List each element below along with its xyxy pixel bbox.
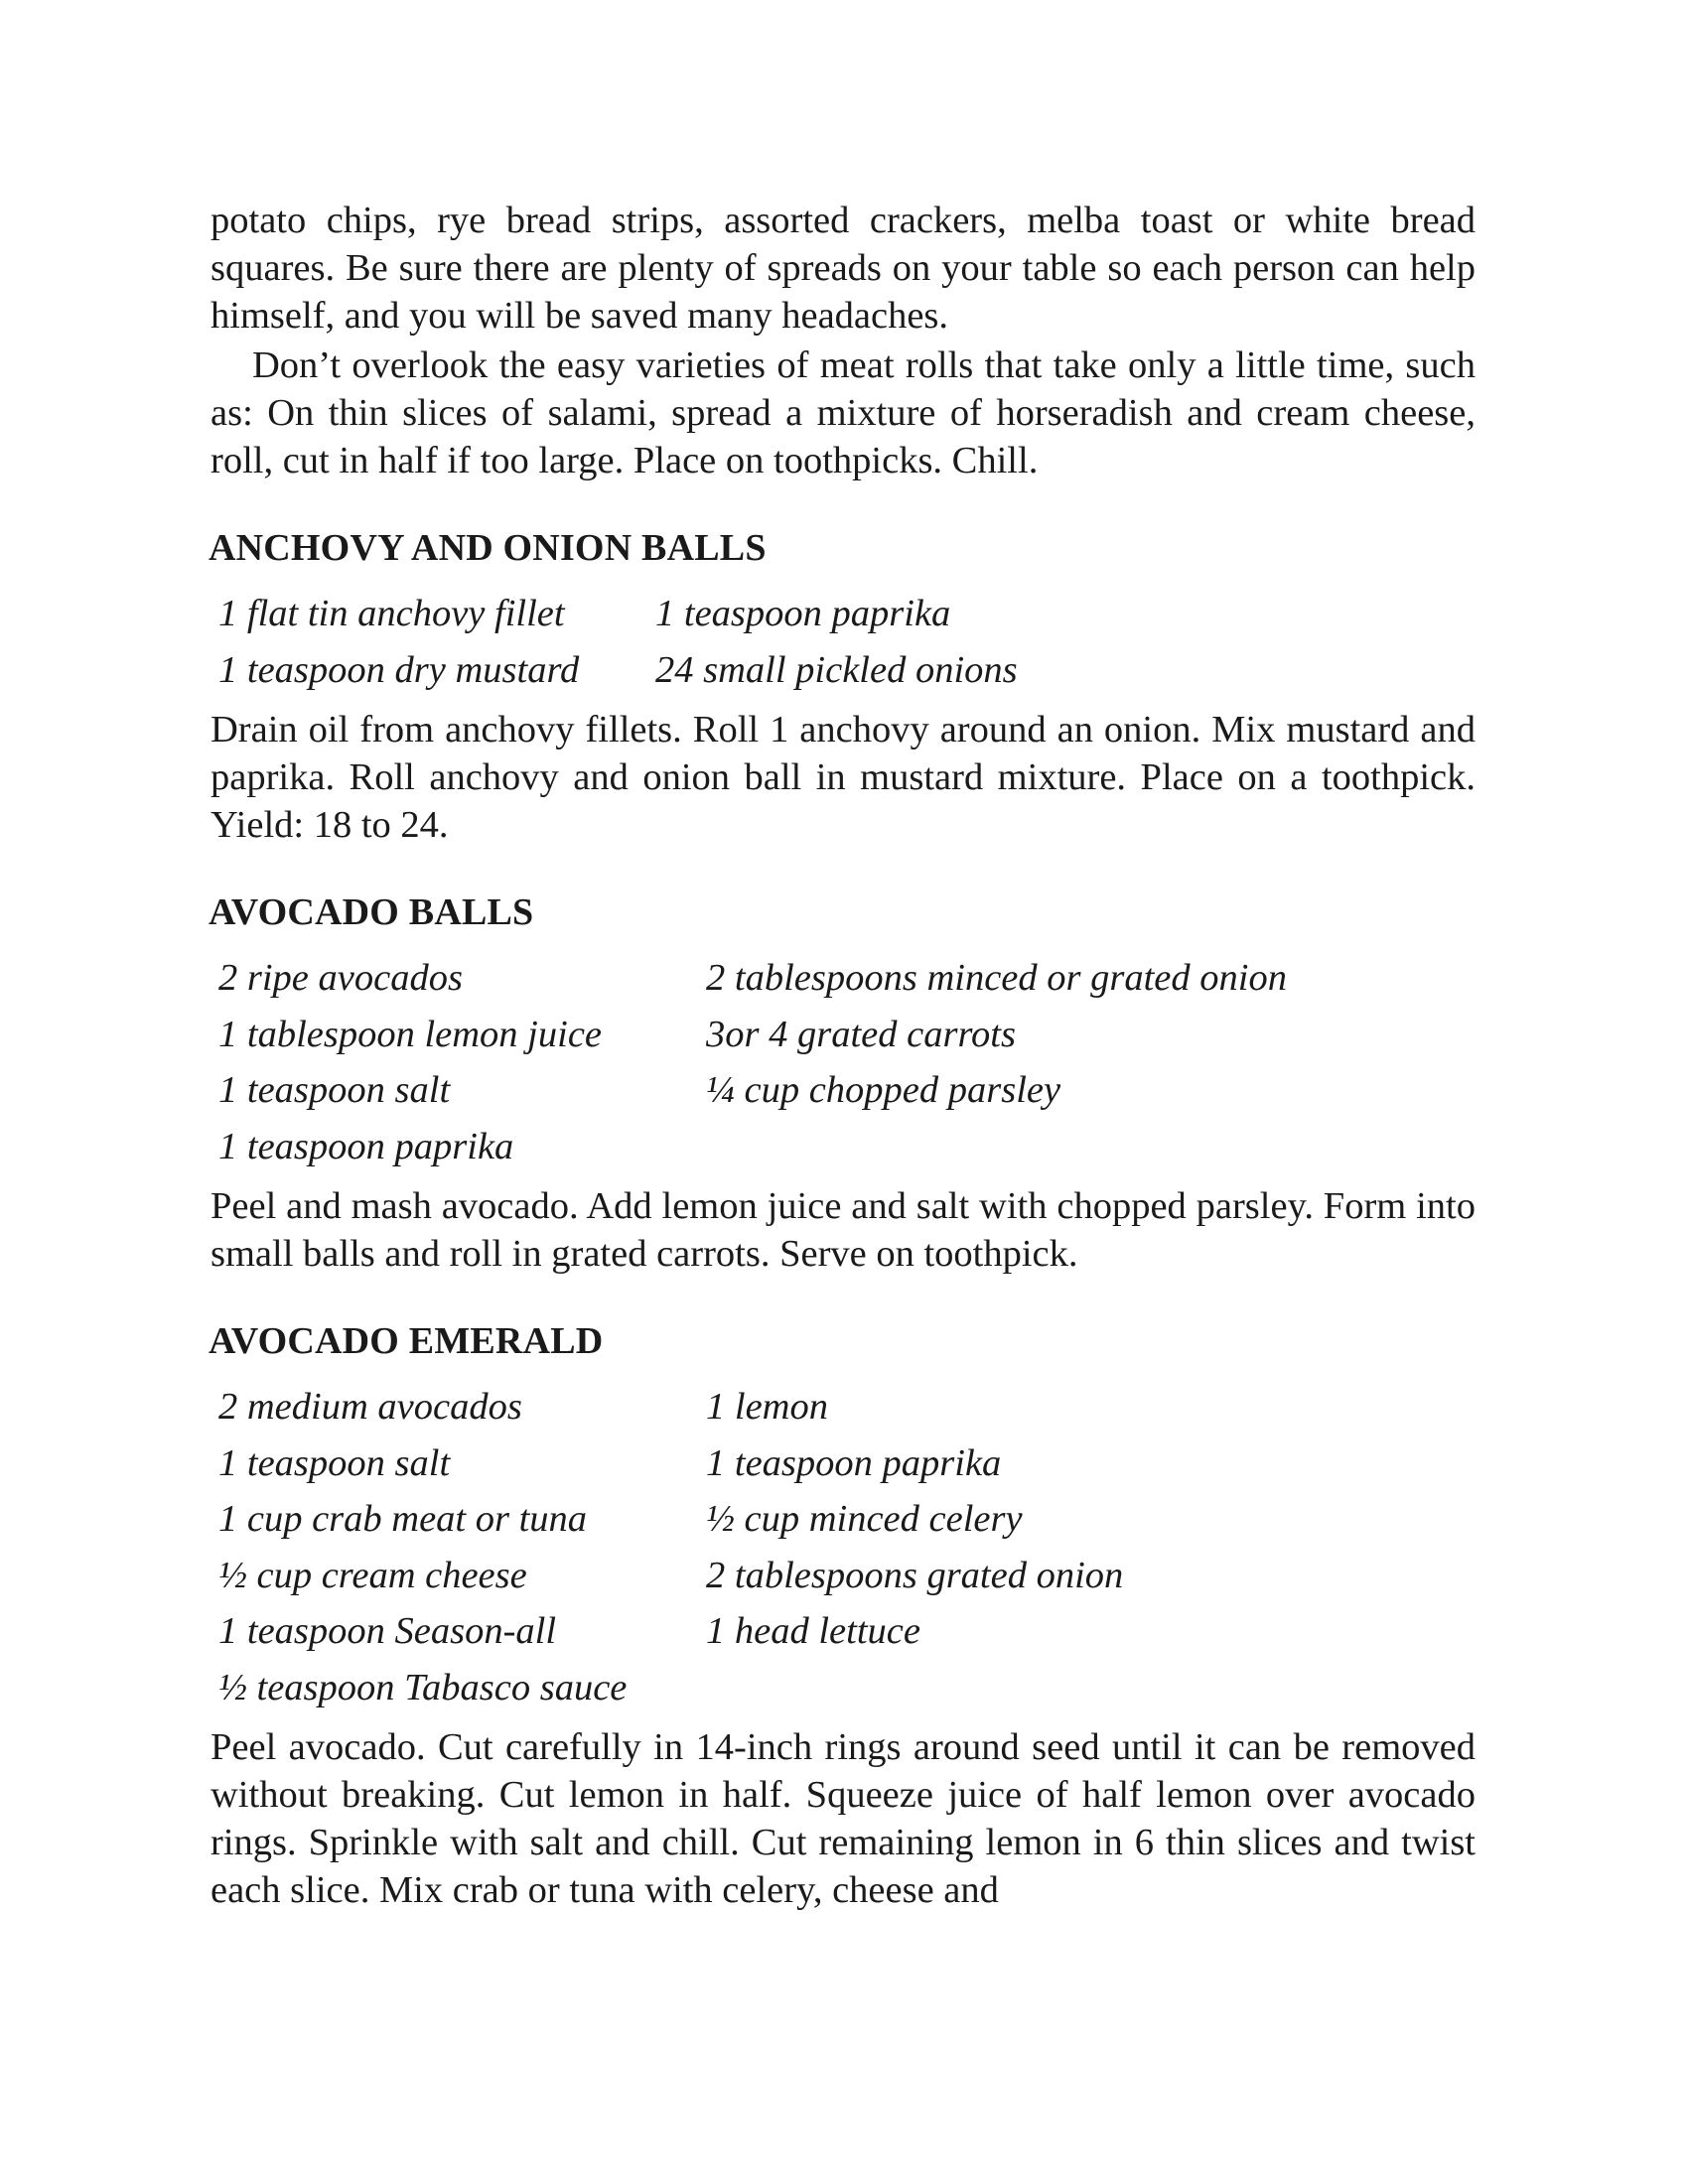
ingredient-item: 1 flat tin anchovy fillet — [218, 593, 565, 634]
ingredient-item: 3or 4 grated carrots — [706, 1013, 1016, 1055]
recipe-anchovy-and-onion-balls — [211, 524, 1476, 849]
ingredient-item — [706, 1119, 1476, 1175]
book-page — [211, 197, 1476, 1914]
recipe-avocado-emerald — [211, 1317, 1476, 1914]
recipe-title: ANCHOVY AND ONION BALLS — [209, 527, 767, 569]
ingredient-item: 2 medium avocados — [218, 1386, 522, 1428]
recipe-directions: Drain oil from anchovy fillets. Roll 1 anchovy around an onion. Mix mustard and paprika. Roll anchovy and onion ball in mustard mixture. Place on a toothpick. Yield: 18 to 24. — [211, 709, 1476, 846]
ingredient-item: 1 teaspoon salt — [218, 1441, 451, 1484]
ingredient-item: 1 teaspoon salt — [218, 1069, 451, 1111]
ingredient-item — [706, 1660, 1476, 1716]
ingredient-item: ¼ cup chopped parsley — [706, 1069, 1061, 1111]
recipe-title: AVOCADO EMERALD — [209, 1320, 604, 1362]
ingredient-item: ½ cup cream cheese — [218, 1554, 527, 1596]
ingredient-item: 2 tablespoons grated onion — [706, 1554, 1124, 1596]
intro-paragraph-2: Don’t overlook the easy varieties of meat rolls that take only a little time, such as: On thin slices of salami, spread a mixture of horseradish and cream cheese, roll, cut in half if too large. Place on toothpicks. Chill. — [211, 344, 1476, 481]
ingredient-item: 1 teaspoon paprika — [655, 593, 951, 634]
ingredient-list — [218, 586, 1476, 698]
ingredient-item: 1 lemon — [706, 1386, 828, 1428]
recipe-title: AVOCADO BALLS — [209, 891, 534, 933]
ingredient-item: 24 small pickled onions — [655, 648, 1018, 691]
recipe-directions: Peel avocado. Cut carefully in 14-inch rings around seed until it can be removed without breaking. Cut lemon in half. Squeeze juice of half lemon over avocado rings. Sprinkle with salt and chill. Cut remaining lemon in 6 thin slices and twist each slice. Mix crab or tuna with celery, cheese and — [211, 1726, 1476, 1911]
ingredient-item: 1 teaspoon Season-all — [218, 1610, 557, 1652]
ingredient-item: 1 teaspoon paprika — [218, 1125, 514, 1167]
ingredient-item: 1 teaspoon paprika — [706, 1441, 1002, 1484]
ingredient-item: 1 teaspoon dry mustard — [218, 648, 580, 691]
recipe-directions: Peel and mash avocado. Add lemon juice and salt with chopped parsley. Form into small balls and roll in grated carrots. Serve on toothpick. — [211, 1185, 1476, 1275]
ingredient-item: ½ teaspoon Tabasco sauce — [218, 1666, 628, 1708]
ingredient-item: 2 ripe avocados — [218, 957, 463, 999]
ingredient-item: 1 cup crab meat or tuna — [218, 1498, 588, 1540]
ingredient-item: 1 head lettuce — [706, 1610, 920, 1652]
ingredient-item: 1 tablespoon lemon juice — [218, 1013, 602, 1055]
ingredient-list — [218, 950, 1476, 1174]
intro-paragraph-1: potato chips, rye bread strips, assorted crackers, melba toast or white bread squares. Be sure there are plenty of spreads on your table so each person can help himself, and you will be saved many headaches. — [211, 200, 1476, 337]
ingredient-list — [218, 1379, 1476, 1715]
ingredient-item: ½ cup minced celery — [706, 1498, 1023, 1540]
ingredient-item: 2 tablespoons minced or grated onion — [706, 957, 1287, 999]
recipe-avocado-balls — [211, 888, 1476, 1278]
